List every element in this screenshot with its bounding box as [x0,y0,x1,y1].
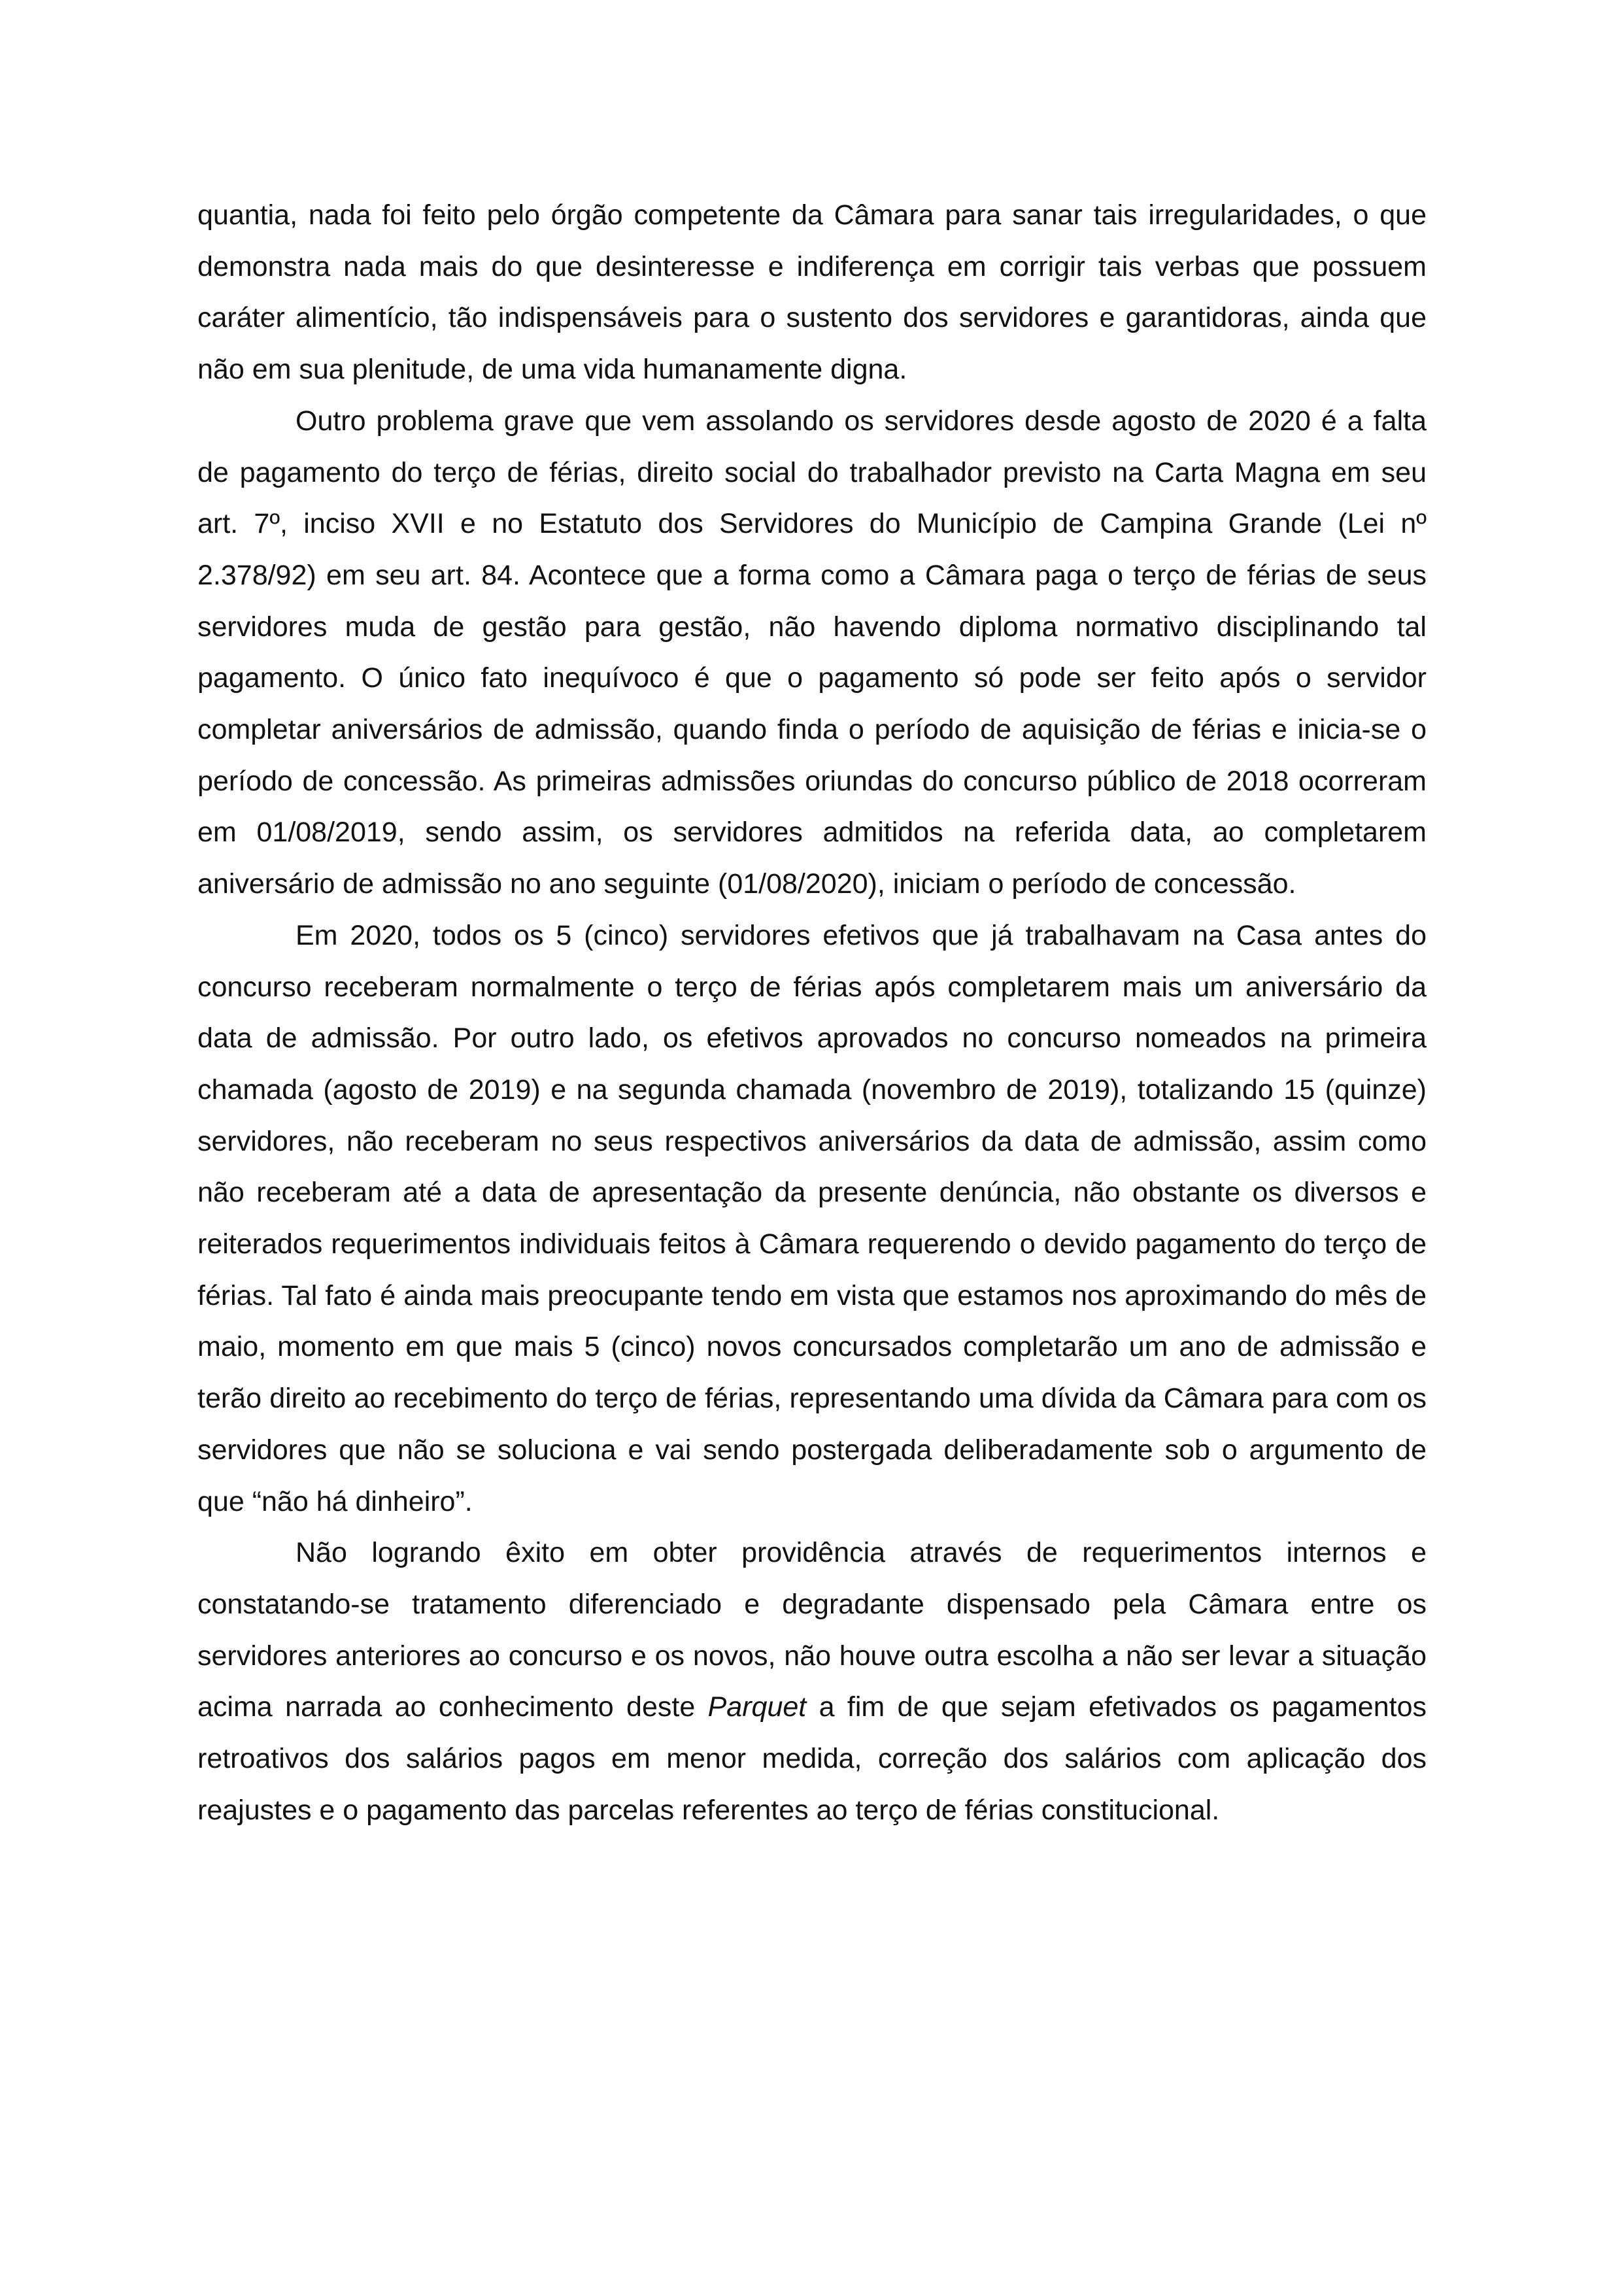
paragraph-4-text-after: a fim de que sejam efetivados os pagamentos retroativos dos salários pagos em menor medida, correção dos salários com aplicação dos reajustes e o pagamento das parcelas referentes ao terço de férias constitucional. [197,1691,1427,1826]
paragraph-1: quantia, nada foi feito pelo órgão competente da Câmara para sanar tais irregularidades, o que demonstra nada mais do que desinteresse e indiferença em corrigir tais verbas que possuem caráter alimentício, tão indispensáveis para o sustento dos servidores e garantidoras, ainda que não em sua plenitude, de uma vida humanamente digna. [197,199,1427,386]
paragraph-4-italic-term: Parquet [707,1691,807,1723]
document-body [197,190,1427,1836]
paragraph-4 [197,1527,1427,1836]
paragraph-2: Outro problema grave que vem assolando os servidores desde agosto de 2020 é a falta de pagamento do terço de férias, direito social do trabalhador previsto na Carta Magna em seu art. 7º, inciso XVII e no Estatuto dos Servidores do Município de Campina Grande (Lei nº 2.378/92) em seu art. 84. Acontece que a forma como a Câmara paga o terço de férias de seus servidores muda de gestão para gestão, não havendo diploma normativo disciplinando tal pagamento. O único fato inequívoco é que o pagamento só pode ser feito após o servidor completar aniversários de admissão, quando finda o período de aquisição de férias e inicia-se o período de concessão. As primeiras admissões oriundas do concurso público de 2018 ocorreram em 01/08/2019, sendo assim, os servidores admitidos na referida data, ao completarem aniversário de admissão no ano seguinte (01/08/2020), iniciam o período de concessão. [197,405,1427,900]
paragraph-4-text-before: Não logrando êxito em obter providência através de requerimentos internos e constatando-se tratamento diferenciado e degradante dispensado pela Câmara entre os servidores anteriores ao concurso e os novos, não houve outra escolha a não ser levar a situação acima narrada ao conhecimento deste [197,1537,1427,1723]
paragraph-3: Em 2020, todos os 5 (cinco) servidores efetivos que já trabalhavam na Casa antes do concurso receberam normalmente o terço de férias após completarem mais um aniversário da data de admissão. Por outro lado, os efetivos aprovados no concurso nomeados na primeira chamada (agosto de 2019) e na segunda chamada (novembro de 2019), totalizando 15 (quinze) servidores, não receberam no seus respectivos aniversários da data de admissão, assim como não receberam até a data de apresentação da presente denúncia, não obstante os diversos e reiterados requerimentos individuais feitos à Câmara requerendo o devido pagamento do terço de férias. Tal fato é ainda mais preocupante tendo em vista que estamos nos aproximando do mês de maio, momento em que mais 5 (cinco) novos concursados completarão um ano de admissão e terão direito ao recebimento do terço de férias, representando uma dívida da Câmara para com os servidores que não se soluciona e vai sendo postergada deliberadamente sob o argumento de que “não há dinheiro”. [197,919,1427,1517]
